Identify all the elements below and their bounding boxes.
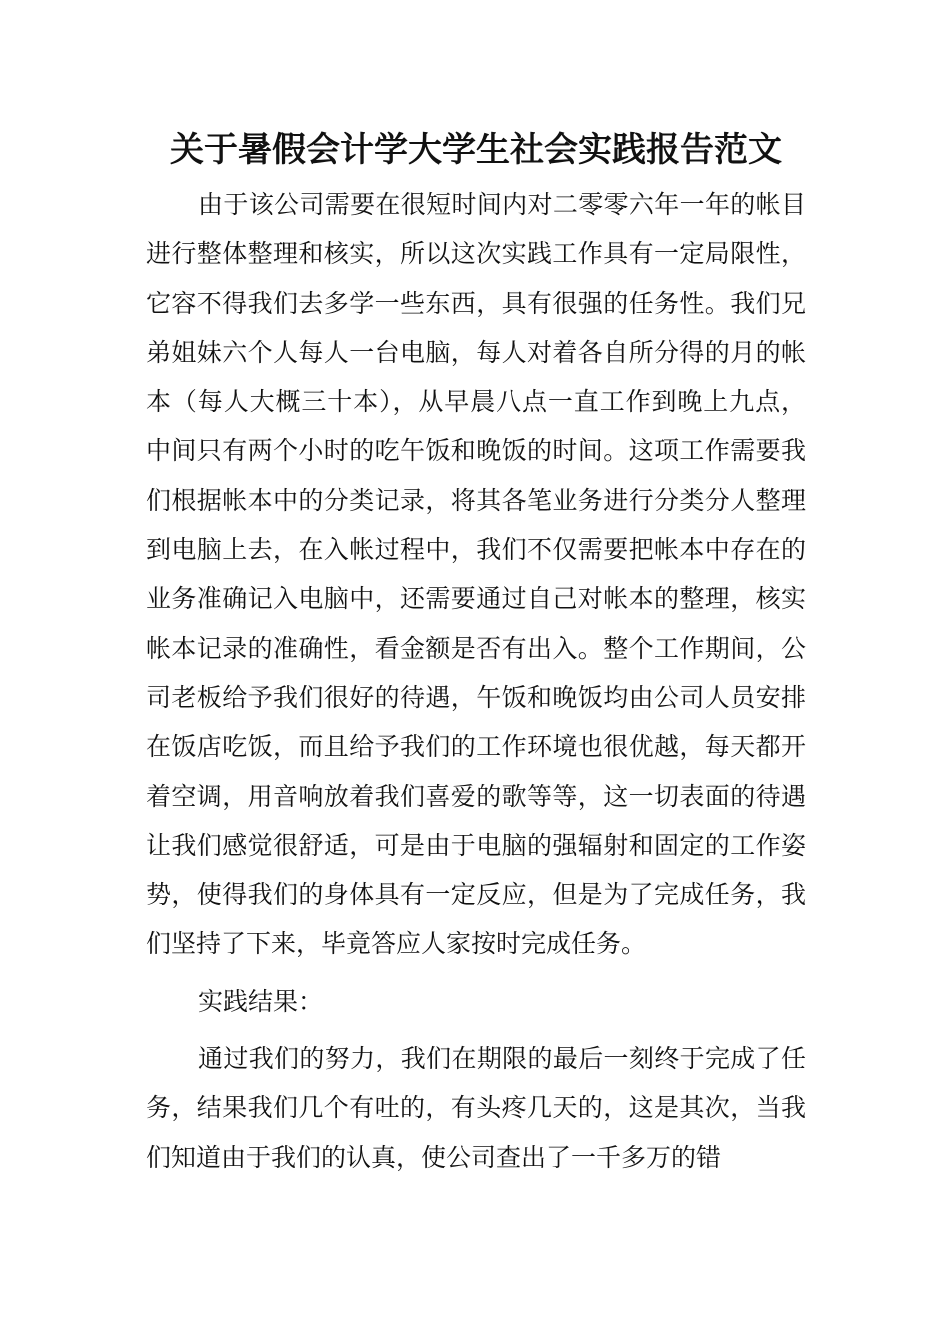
section-heading-results: 实践结果： bbox=[198, 986, 324, 1016]
document-title: 关于暑假会计学大学生社会实践报告范文 bbox=[170, 130, 782, 170]
body-paragraph-1: 由于该公司需要在很短时间内对二零零六年一年的帐目进行整体整理和核实，所以这次实践工作具有一定局限性，它容不得我们去多学一些东西，具有很强的任务性。我们兄弟姐妹六个人每人一台电脑，每人对着各自所分得的月的帐本（每人大概三十本），从早晨八点一直工作到晚上九点，中间只有两个小时的吃午饭和晚饭的时间。这项工作需要我们根据帐本中的分类记录，将其各笔业务进行分类分人整理到电脑上去，在入帐过程中，我们不仅需要把帐本中存在的业务准确记入电脑中，还需要通过自己对帐本的整理，核实帐本记录的准确性，看金额是否有出入。整个工作期间，公司老板给予我们很好的待遇，午饭和晚饭均由公司人员安排在饭店吃饭，而且给予我们的工作环境也很优越，每天都开着空调，用音响放着我们喜爱的歌等等，这一切表面的待遇让我们感觉很舒适，可是由于电脑的强辐射和固定的工作姿势，使得我们的身体具有一定反应，但是为了完成任务，我们坚持了下来，毕竟答应人家按时完成任务。 bbox=[146, 190, 806, 959]
body-paragraph-2: 通过我们的努力，我们在期限的最后一刻终于完成了任务，结果我们几个有吐的，有头疼几天的，这是其次，当我们知道由于我们的认真，使公司查出了一千多万的错 bbox=[146, 1044, 806, 1172]
document-page bbox=[146, 120, 806, 1182]
